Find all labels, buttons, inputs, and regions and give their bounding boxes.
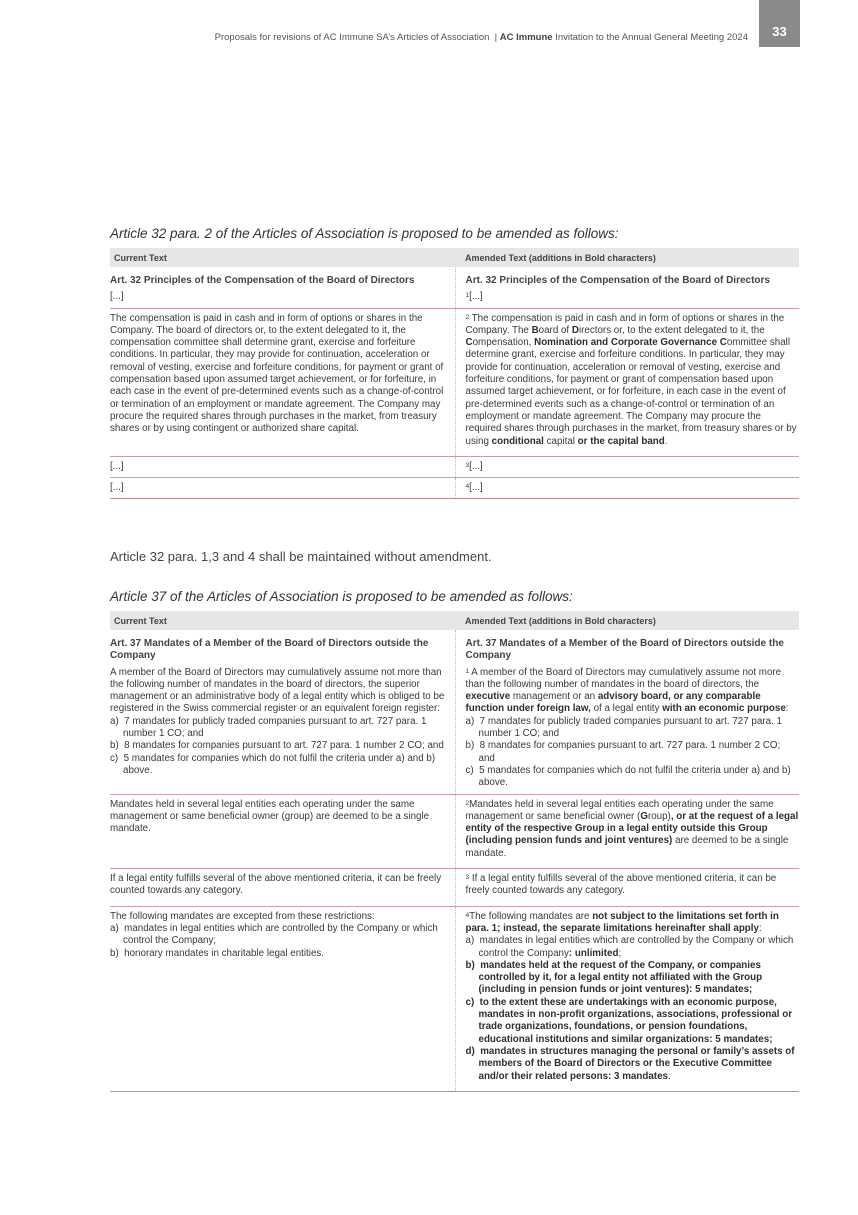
current-para-4: The following mandates are excepted from these restrictions: [110, 910, 375, 922]
current-para-3: If a legal entity fulfills several of the above mentioned criteria, it can be freely counted towards any category. [110, 869, 455, 907]
amended-para-1: $^1$ A member of the Board of Directors may cumulatively assume not more than the following number of mandates in the board of directors, the executive management or an advisory board, or any comparable function under foreign law, of a legal entity with an economic purpose: [465, 666, 789, 715]
list-item: a) 7 mandates for publicly traded companies pursuant to art. 727 para. 1 number 1 CO; and [465, 715, 782, 740]
page-number-badge [759, 0, 800, 47]
amended-mandate-list [466, 716, 800, 790]
column-header-amended: Amended Text (additions in Bold characters) [455, 611, 799, 630]
header-brand: AC Immune [499, 32, 553, 43]
current-para-1: [...] [110, 291, 124, 303]
article-32-table [110, 248, 799, 499]
list-item: d) mandates in structures managing the personal or family’s assets of members of the Board of Directors or the Executive Committee and/or their related persons: 3 mandates. [465, 1045, 795, 1082]
amended-para-2: $^2$ The compensation is paid in cash and in form of options or shares in the Company. The Board of Directors or, to the extent delegated to it, the Compensation, Nomination and Corporate Governance Committee shall determine grant, exercise and forfeiture conditions. In particular, they may provide for continuation, acceleration or removal of vesting, exercise and forfeiture conditions, for payment or grant of compensation based upon assumed target achievement, or for forfeiture, in each case in the event of pre-determined events such as a change-of-control or termination of an employment or mandate agreement. The Company may procure the required shares through purchases in the market, from treasury shares or by using conditional capital or the capital band. [455, 308, 799, 456]
list-item: c) to the extent these are undertakings with an economic purpose, mandates in non-profit organizations, associations, professional or trade organizations, foundations, or pension foundations, educational institutions and similar organizations: 5 mandates; [465, 996, 793, 1045]
table-header-row [110, 611, 799, 630]
article-32-note: Article 32 para. 1,3 and 4 shall be maintained without amendment. [110, 549, 492, 564]
header-separator: | [494, 32, 498, 43]
column-header-current: Current Text [110, 611, 455, 630]
amended-article-title: Art. 37 Mandates of a Member of the Board of Directors outside the Company [465, 638, 784, 662]
article-37-heading: Article 37 of the Articles of Association is proposed to be amended as follows: [110, 589, 573, 604]
table-row [110, 267, 799, 308]
current-article-title: Art. 32 Principles of the Compensation of the Board of Directors [110, 275, 415, 286]
header-meeting-title: Invitation to the Annual General Meeting 2024 [555, 32, 748, 43]
amended-para-3: $^3$[...] [455, 456, 799, 477]
article-37-table [110, 611, 799, 1092]
table-row [110, 456, 799, 477]
page-number: 33 [772, 24, 787, 39]
list-item: a) 7 mandates for publicly traded companies pursuant to art. 727 para. 1 number 1 CO; and [110, 715, 427, 740]
list-item: b) mandates held at the request of the Company, or companies controlled by it, for a legal entity not affiliated with the Group (including in pension funds or joint ventures): 5 mandates; [465, 959, 763, 996]
table-row [110, 794, 799, 868]
list-item: c) 5 mandates for companies which do not fulfil the criteria under a) and b) above. [465, 764, 791, 789]
table-header-row [110, 248, 799, 267]
amended-para-1: $^1$[...] [465, 291, 483, 303]
amended-exception-list [466, 935, 800, 1083]
current-para-3: [...] [110, 456, 455, 477]
table-row [110, 308, 799, 456]
amended-para-4: $^4$[...] [455, 478, 799, 499]
amended-article-title: Art. 32 Principles of the Compensation of the Board of Directors [465, 275, 770, 286]
list-item: b) 8 mandates for companies pursuant to art. 727 para. 1 number 2 CO; and [465, 740, 781, 764]
list-item: a) mandates in legal entities which are controlled by the Company or which control the Company: unlimited; [465, 935, 794, 959]
column-header-current: Current Text [110, 248, 455, 267]
table-row [110, 906, 799, 1091]
table-row [110, 869, 799, 907]
list-item: b) honorary mandates in charitable legal entities. [110, 947, 325, 959]
table-row [110, 630, 799, 794]
current-para-4: [...] [110, 478, 455, 499]
current-article-title: Art. 37 Mandates of a Member of the Board of Directors outside the Company [110, 638, 429, 662]
header-document-title: Proposals for revisions of AC Immune SA’s Articles of Association [214, 32, 490, 43]
list-item: a) mandates in legal entities which are controlled by the Company or which control the Company; [110, 922, 438, 947]
current-mandate-list [110, 716, 451, 777]
current-para-2: The compensation is paid in cash and in form of options or shares in the Company. The board of directors or, to the extent delegated to it, the compensation committee shall determine grant, exercise and forfeiture conditions. In particular, they may provide for continuation, acceleration or removal of vesting, exercise and forfeiture conditions, for payment or grant of compensation based upon assumed target achievement, or for forfeiture, in each case in the event of pre-determined events such as a change-of-control or termination of an employment or mandate agreement. The Company may procure the required shares through purchases in the market, from treasury shares or by using contingent or authorized share capital. [110, 308, 455, 456]
amended-para-3: $^3$ If a legal entity fulfills several of the above mentioned criteria, it can be freely counted towards any category. [455, 869, 799, 907]
page-header [215, 32, 748, 43]
current-para-2: Mandates held in several legal entities each operating under the same management or same beneficial owner (group) are deemed to be a single mandate. [110, 794, 455, 868]
list-item: c) 5 mandates for companies which do not fulfil the criteria under a) and b) above. [110, 752, 436, 776]
amended-para-2: $^2$Mandates held in several legal entities each operating under the same management or same beneficial owner (Group), or at the request of a legal entity of the respective Group in a legal entity outside this Group (including pension funds and joint ventures) are deemed to be a single mandate. [455, 794, 799, 868]
table-row [110, 478, 799, 499]
current-exception-list [110, 923, 451, 960]
column-header-amended: Amended Text (additions in Bold characters) [455, 248, 799, 267]
amended-para-4: $^4$The following mandates are not subject to the limitations set forth in para. 1; instead, the separate limitations hereinafter shall apply: [465, 910, 779, 934]
current-para-1: A member of the Board of Directors may cumulatively assume not more than the following number of mandates in the board of directors, the superior management or an administrative body of a legal entity which is obliged to be registered in the Swiss commercial register or an equivalent foreign register: [110, 666, 445, 715]
article-32-heading: Article 32 para. 2 of the Articles of Association is proposed to be amended as follows: [110, 226, 619, 241]
list-item: b) 8 mandates for companies pursuant to art. 727 para. 1 number 2 CO; and [110, 740, 444, 752]
